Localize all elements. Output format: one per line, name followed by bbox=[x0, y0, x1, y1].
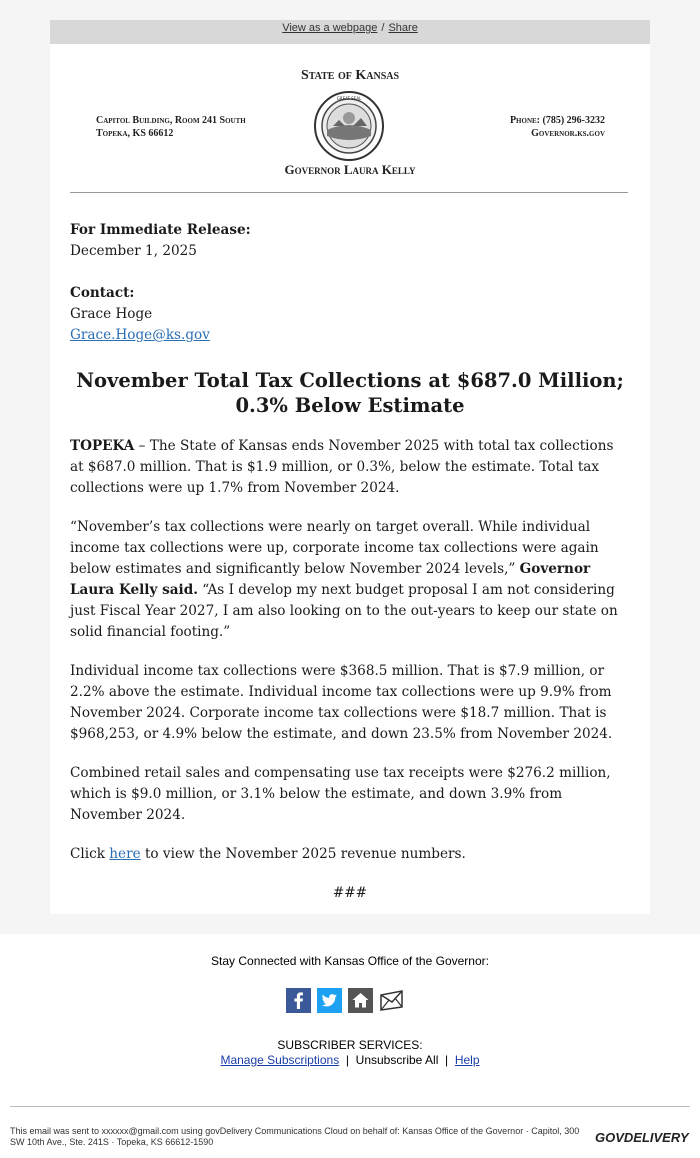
release-date: December 1, 2025 bbox=[70, 243, 197, 259]
view-as-webpage-link[interactable]: View as a webpage bbox=[282, 22, 378, 34]
address-line-2: Topeka, KS 66612 bbox=[96, 128, 174, 139]
address-line-1: Capitol Building, Room 241 South bbox=[96, 115, 246, 126]
subscriber-services-title: SUBSCRIBER SERVICES: bbox=[277, 1038, 423, 1052]
home-icon[interactable] bbox=[348, 988, 373, 1013]
paragraph-5-before: Click bbox=[70, 846, 110, 862]
svg-text:GREAT SEAL: GREAT SEAL bbox=[336, 96, 362, 101]
contact-name: Grace Hoge bbox=[70, 306, 153, 322]
release-body bbox=[70, 220, 630, 904]
unsubscribe-all-link[interactable]: Unsubscribe All bbox=[355, 1053, 439, 1067]
letterhead-state: State of Kansas bbox=[300, 68, 400, 83]
paragraph-2-text-b: “As I develop my next budget proposal I am not considering just Fiscal Year 2027, I am also looking on to the out-years to keep our state on solid financial footing.” bbox=[70, 582, 618, 640]
share-link[interactable]: Share bbox=[388, 22, 418, 34]
dateline: TOPEKA bbox=[70, 438, 135, 454]
kansas-seal-icon bbox=[313, 90, 385, 162]
spacer bbox=[70, 262, 630, 283]
help-link[interactable]: Help bbox=[454, 1053, 480, 1067]
letterhead-governor: Governor Laura Kelly bbox=[284, 162, 416, 177]
twitter-icon[interactable] bbox=[317, 988, 342, 1013]
pipe-separator: | bbox=[345, 1053, 349, 1067]
envelope-icon[interactable] bbox=[379, 988, 404, 1013]
headline: November Total Tax Collections at $687.0 Million; 0.3% Below Estimate bbox=[76, 369, 624, 417]
top-bar bbox=[50, 20, 650, 44]
pipe-separator: | bbox=[445, 1053, 449, 1067]
manage-subscriptions-link[interactable]: Manage Subscriptions bbox=[220, 1053, 340, 1067]
header-divider bbox=[70, 192, 628, 193]
stay-connected-text: Stay Connected with Kansas Office of the Governor: bbox=[211, 954, 489, 968]
social-icons bbox=[286, 988, 410, 1014]
paragraph-2-text-a: “November’s tax collections were nearly on target overall. While individual income tax collections were up, corporate income tax collections were again below estimates and significantly below November 2024 levels,” bbox=[70, 519, 599, 577]
contact-email-link[interactable]: Grace.Hoge@ks.gov bbox=[70, 327, 210, 343]
letterhead-contact bbox=[510, 114, 605, 140]
footer-divider bbox=[10, 1106, 690, 1107]
paragraph-1-text: – The State of Kansas ends November 2025 with total tax collections at $687.0 million. That is $1.9 million, or 0.3%, below the estimate. Total tax collections were up 1.7% from November 2024. bbox=[70, 438, 614, 496]
letterhead-phone: Phone: (785) 296-3232 bbox=[509, 115, 605, 126]
release-label: For Immediate Release: bbox=[70, 222, 251, 238]
topbar-separator: / bbox=[381, 22, 385, 34]
paragraph-2 bbox=[70, 517, 630, 643]
paragraph-1 bbox=[70, 436, 630, 499]
subscriber-services bbox=[0, 1038, 700, 1068]
letterhead-website: Governor.ks.gov bbox=[531, 128, 605, 139]
email-card bbox=[50, 44, 650, 914]
paragraph-5 bbox=[70, 844, 630, 865]
letterhead-address bbox=[96, 114, 246, 140]
paragraph-5-after: to view the November 2025 revenue numbers. bbox=[140, 846, 466, 862]
govdelivery-logo[interactable]: GOVDELIVERY bbox=[595, 1130, 689, 1145]
facebook-icon[interactable] bbox=[286, 988, 311, 1013]
fine-print: This email was sent to xxxxxx@gmail.com using govDelivery Communications Cloud on behalf of: Kansas Office of the Governor · Capitol, 300 SW 10th Ave., Ste. 241S · Topeka, KS 66612-1590 bbox=[10, 1126, 580, 1147]
contact-label: Contact: bbox=[70, 285, 135, 301]
end-mark: ### bbox=[332, 885, 368, 901]
revenue-numbers-link[interactable]: here bbox=[109, 846, 141, 862]
subscriber-links bbox=[0, 1053, 700, 1068]
paragraph-4: Combined retail sales and compensating use tax receipts were $276.2 million, which is $9.0 million, or 3.1% below the estimate, and down 3.9% from November 2024. bbox=[70, 765, 611, 823]
paragraph-3: Individual income tax collections were $368.5 million. That is $7.9 million, or 2.2% above the estimate. Individual income tax collections were up 9.9% from November 2024. Corporate income tax collections were $18.7 million. That is $968,253, or 4.9% below the estimate, and down 23.5% from November 2024. bbox=[70, 663, 613, 742]
quote-attribution: Governor Laura Kelly said. bbox=[70, 561, 591, 598]
